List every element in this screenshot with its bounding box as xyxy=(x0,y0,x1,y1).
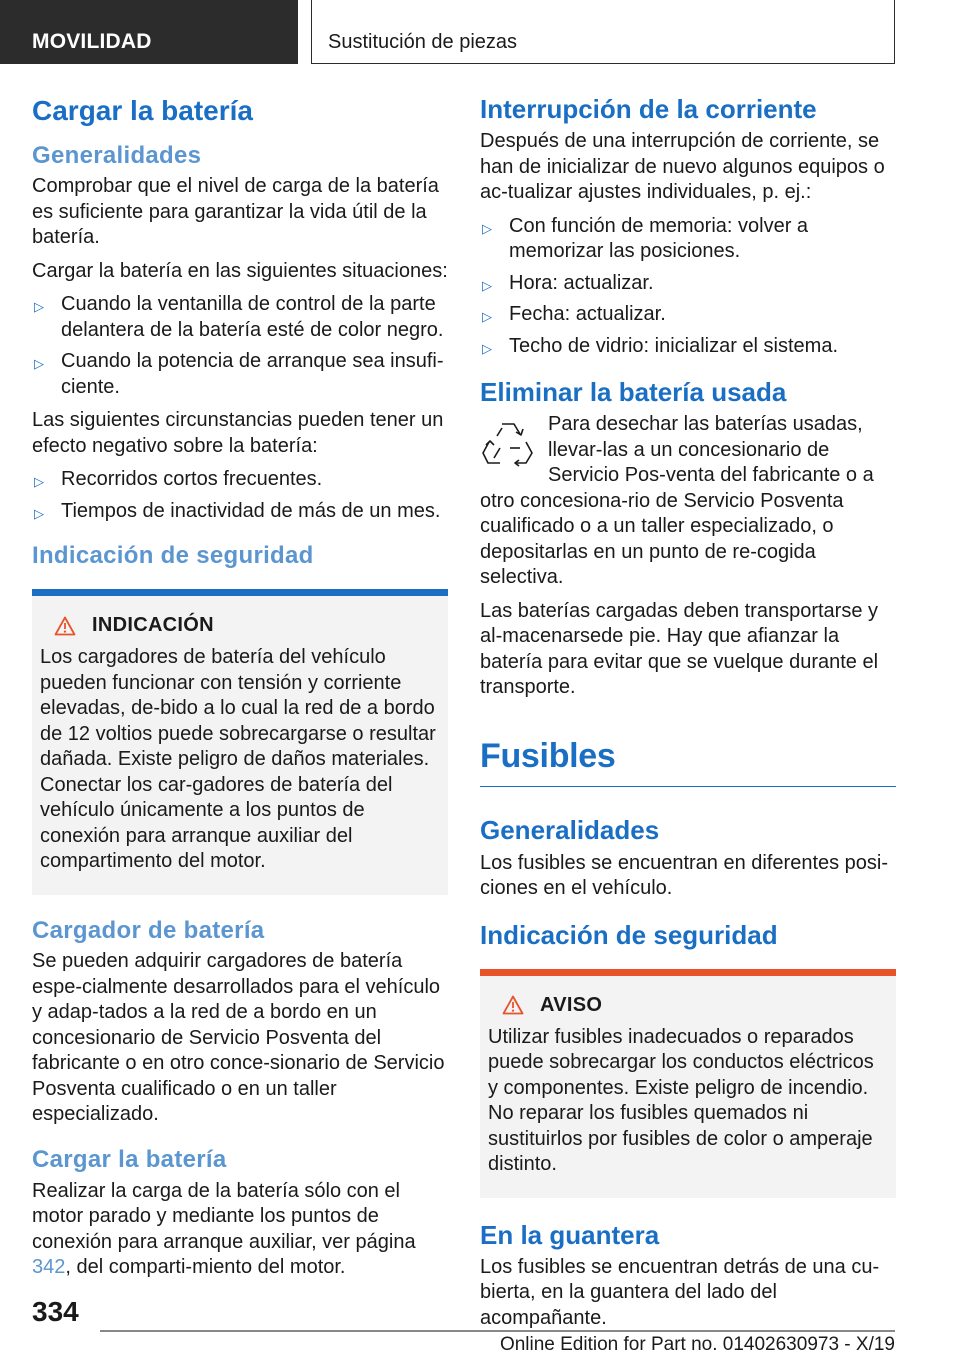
negatives-list xyxy=(32,467,448,524)
list-item: ▷ Techo de vidrio: inicializar el sistema. xyxy=(480,334,896,360)
page-number: 334 xyxy=(32,1296,79,1327)
general-heading: Generalidades xyxy=(32,141,202,169)
list-item: ▷ Tiempos de inactividad de más de un mes. xyxy=(32,499,448,525)
triangle-right-icon: ▷ xyxy=(482,277,492,293)
warning-bar xyxy=(480,969,896,976)
safety-heading: Indicación de seguridad xyxy=(32,542,314,570)
triangle-right-icon: ▷ xyxy=(34,505,44,521)
triangle-right-icon: ▷ xyxy=(34,299,44,315)
notice-box xyxy=(32,596,448,895)
recycle-icon xyxy=(480,418,536,472)
glovebox-heading: En la guantera xyxy=(480,1219,660,1250)
list-item: ▷ Fecha: actualizar. xyxy=(480,302,896,328)
fuses-title: Fusibles xyxy=(480,736,616,775)
list-item: ▷ Cuando la ventanilla de control de la parte delantera de la batería esté de color negro. xyxy=(34,293,444,341)
fuses-rule xyxy=(480,786,896,788)
warning-text: Utilizar fusibles inadecuados o reparados puede sobrecargar los conductos eléctricos y componentes. Existe peligro de incendio. No reparar los fusibles quemados ni sustituirlos por fusibles de color o amperaje distinto. xyxy=(488,1025,874,1176)
triangle-right-icon: ▷ xyxy=(482,220,492,236)
paragraph: Se pueden adquirir cargadores de batería espe-cialmente desarrollados para el vehículo y adap-tados a la red de a bordo en un concesionario de Servicio Posventa del fabricante o en otro conce-sionario de Servicio Posventa cualificado o en un taller especializado. xyxy=(32,950,445,1126)
fuses-general-heading: Generalidades xyxy=(480,815,660,846)
battery-title: Cargar la batería xyxy=(32,95,253,126)
charger-heading: Cargador de batería xyxy=(32,916,265,944)
warning-title: AVISO xyxy=(540,993,603,1016)
dispose-block xyxy=(480,412,896,591)
paragraph: Los fusibles se encuentran detrás de una cu-bierta, en la guantera del lado del acompañante. xyxy=(480,1255,880,1329)
warning-triangle-icon xyxy=(502,995,524,1015)
page-header xyxy=(0,0,960,66)
dispose-text: Para desechar las baterías usadas, llevar-las a un concesionario de Servicio Pos-venta del fabricante o a otro concesiona-rio de Servicio Posventa cualificado o a un taller especializado, o depositarlas en un punto de re-cogida selectiva. xyxy=(480,413,874,589)
paragraph: Las siguientes circunstancias pueden tener un efecto negativo sobre la batería: xyxy=(32,409,444,457)
charge-heading: Cargar la batería xyxy=(32,1145,227,1173)
warning-triangle-icon xyxy=(54,616,76,636)
triangle-right-icon: ▷ xyxy=(482,309,492,325)
triangle-right-icon: ▷ xyxy=(34,356,44,372)
paragraph: Las baterías cargadas deben transportarse y al-macenarsede pie. Hay que afianzar la batería para evitar que se vuelque durante el transporte. xyxy=(480,599,879,699)
warning-box xyxy=(480,976,896,1198)
paragraph: Realizar la carga de la batería sólo con el motor parado y mediante los puntos de conexión para arranque auxiliar, ver página 342, del comparti-miento del motor. xyxy=(32,1179,416,1279)
list-item: ▷ Cuando la potencia de arranque sea insufi-ciente. xyxy=(34,350,444,398)
list-item: ▷ Hora: actualizar. xyxy=(480,271,896,297)
list-item: ▷ Con función de memoria: volver a memorizar las posiciones. xyxy=(482,214,809,263)
paragraph: Cargar la batería en las siguientes situaciones: xyxy=(32,259,448,282)
dispose-heading: Eliminar la batería usada xyxy=(480,377,787,408)
paragraph: Después de una interrupción de corriente, se han de inicializar de nuevo algunos equipos o ac-tualizar ajustes individuales, p. ej.: xyxy=(480,130,885,204)
triangle-right-icon: ▷ xyxy=(34,474,44,490)
triangle-right-icon: ▷ xyxy=(482,340,492,356)
page-link[interactable]: 342 xyxy=(32,1256,66,1279)
left-column xyxy=(32,94,448,1289)
paragraph: Los fusibles se encuentran en diferentes posi-ciones en el vehículo. xyxy=(480,851,889,900)
footer-rule xyxy=(100,1330,895,1332)
notice-bar xyxy=(32,589,448,596)
edition-text: Online Edition for Part no. 01402630973 - X/19 xyxy=(499,1334,895,1355)
situations-list xyxy=(32,292,448,400)
section-tab: MOVILIDAD xyxy=(0,0,298,64)
subsection-title: Sustitución de piezas xyxy=(311,0,895,64)
right-column xyxy=(480,94,896,1339)
paragraph: Comprobar que el nivel de carga de la batería es suficiente para garantizar la vida útil de la batería. xyxy=(32,175,439,249)
interrupt-list xyxy=(480,214,896,360)
fuses-safety-heading: Indicación de seguridad xyxy=(480,919,778,950)
interrupt-heading: Interrupción de la corriente xyxy=(480,94,817,124)
list-item: ▷ Recorridos cortos frecuentes. xyxy=(32,467,448,493)
notice-title: INDICACIÓN xyxy=(92,614,214,637)
notice-text: Los cargadores de batería del vehículo pueden funcionar con tensión y corriente elevadas, de-bido a lo cual la red de a bordo de 12 voltios puede sobrecargarse o resultar dañada. Existe peligro de daños materiales. Conectar los car-gadores de batería del vehículo únicamente a los puntos de conexión para arranque auxiliar del compartimento del motor. xyxy=(40,646,436,873)
